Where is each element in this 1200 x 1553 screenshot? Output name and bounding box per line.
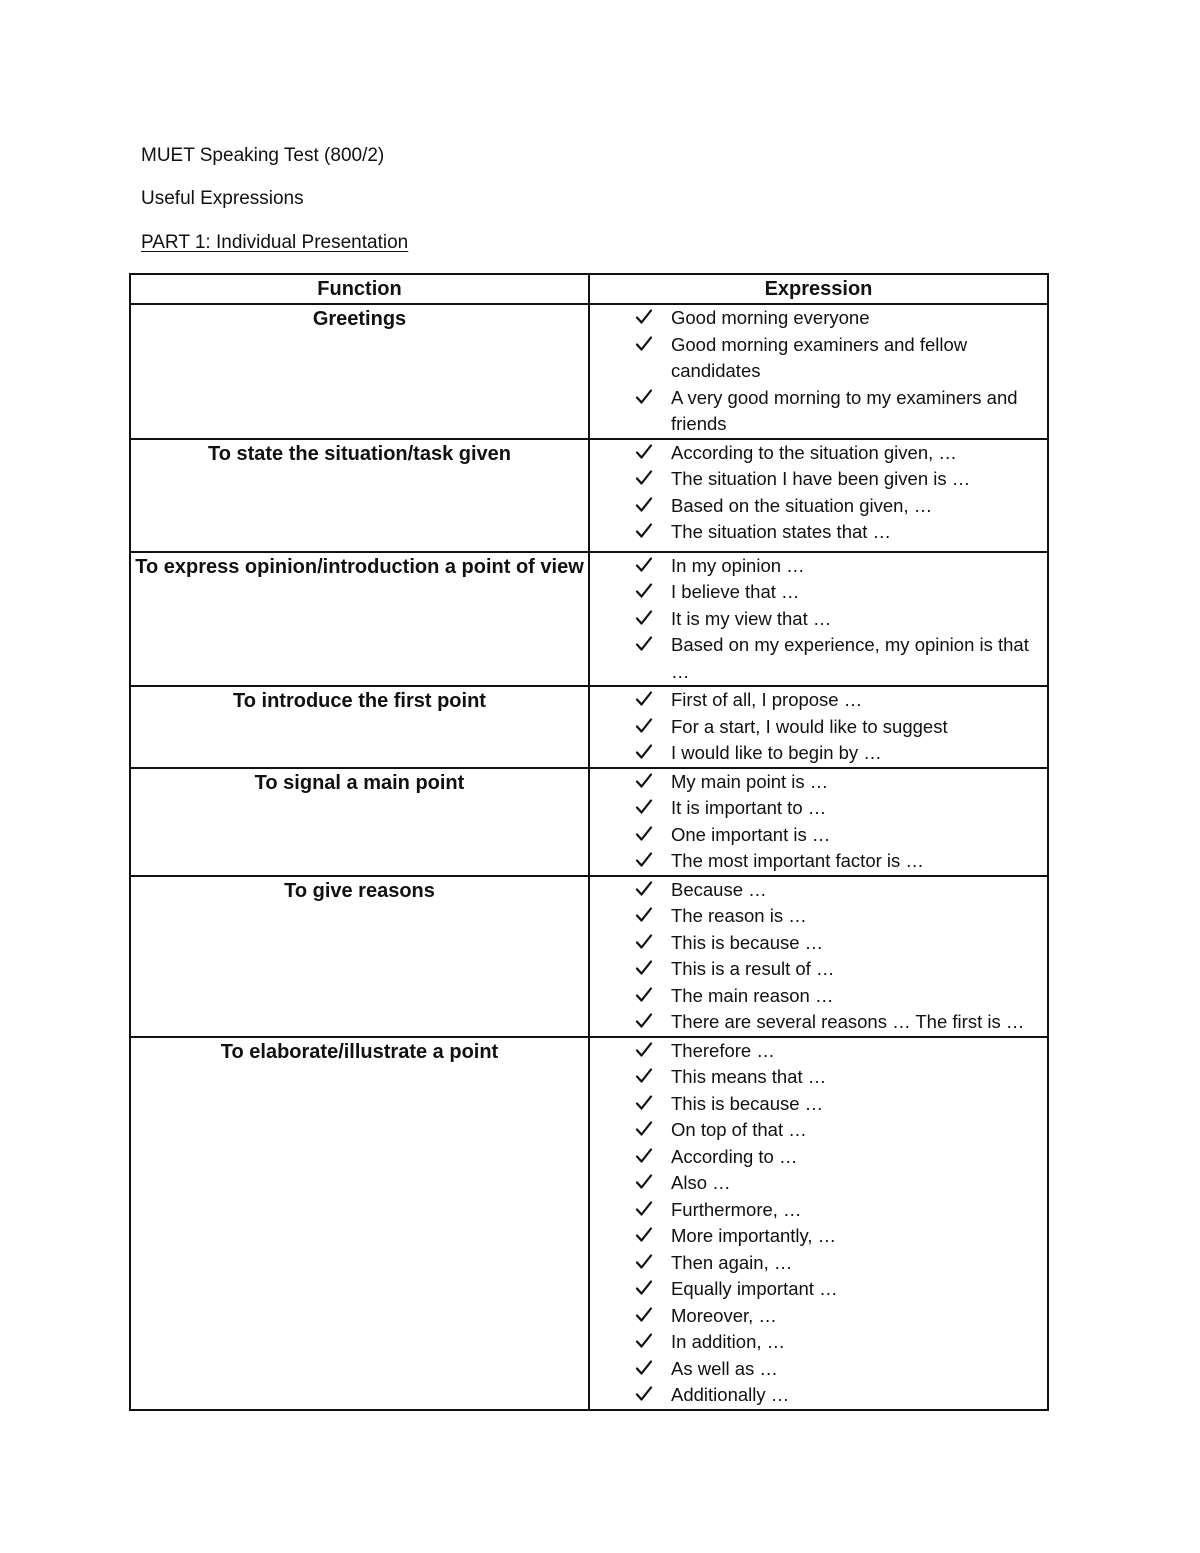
expression-text: Moreover, …: [671, 1304, 777, 1326]
table-row: [130, 1037, 1048, 1410]
expression-text: I believe that …: [671, 581, 800, 602]
expression-list: [590, 305, 1047, 438]
expression-item: [590, 740, 1047, 767]
checkmark-icon: [635, 798, 653, 816]
table-row: [130, 439, 1048, 552]
header-expression: Expression: [589, 274, 1048, 304]
table-row: [130, 304, 1048, 439]
expression-text: It is important to …: [671, 797, 827, 818]
expression-item: [590, 440, 1047, 467]
table-header-row: [130, 274, 1048, 304]
checkmark-icon: [635, 690, 653, 708]
expression-item: [590, 332, 1047, 385]
expression-text: One important is …: [671, 823, 831, 845]
expression-item: [590, 1276, 1047, 1303]
expression-item: [590, 822, 1047, 849]
expression-text: My main point is …: [671, 770, 829, 792]
checkmark-icon: [635, 825, 653, 843]
expression-item: [590, 493, 1047, 520]
checkmark-icon: [635, 1385, 653, 1403]
checkmark-icon: [635, 1041, 653, 1059]
checkmark-icon: [635, 635, 653, 653]
expression-item: [590, 1197, 1047, 1224]
expression-item: [590, 1064, 1047, 1091]
checkmark-icon: [635, 469, 653, 487]
checkmark-icon: [635, 880, 653, 898]
checkmark-icon: [635, 1279, 653, 1297]
checkmark-icon: [635, 1359, 653, 1377]
checkmark-icon: [635, 1120, 653, 1138]
checkmark-icon: [635, 388, 653, 406]
expression-cell: [589, 304, 1048, 439]
expression-item: [590, 714, 1047, 741]
expression-item: [590, 1382, 1047, 1409]
expression-list: [590, 769, 1047, 875]
function-cell: To elaborate/illustrate a point: [130, 1037, 589, 1410]
expression-text: According to the situation given, …: [671, 441, 957, 463]
expression-text: Then again, …: [671, 1251, 793, 1273]
expression-item: [590, 305, 1047, 332]
expression-text: Furthermore, …: [671, 1198, 802, 1220]
expression-text: For a start, I would like to suggest: [671, 715, 948, 737]
expression-item: [590, 579, 1047, 606]
expression-item: [590, 795, 1047, 822]
expression-text: Based on my experience, my opinion is that …: [671, 634, 1029, 682]
expression-text: Good morning examiners and fellow candidates: [671, 333, 968, 381]
expression-text: Therefore …: [671, 1039, 775, 1061]
expression-item: [590, 519, 1047, 546]
expression-text: It is my view that …: [671, 607, 832, 629]
checkmark-icon: [635, 1147, 653, 1165]
expression-item: [590, 769, 1047, 796]
expression-item: [590, 903, 1047, 930]
table-row: [130, 552, 1048, 687]
section-heading: PART 1: Individual Presentation: [141, 232, 409, 253]
expression-item: [590, 983, 1047, 1010]
checkmark-icon: [635, 1200, 653, 1218]
checkmark-icon: [635, 717, 653, 735]
expression-item: [590, 930, 1047, 957]
checkmark-icon: [635, 1173, 653, 1191]
expression-text: On top of that …: [671, 1119, 807, 1140]
expression-item: [590, 1329, 1047, 1356]
expression-item: [590, 466, 1047, 493]
expression-item: [590, 1250, 1047, 1277]
expression-list: [590, 553, 1047, 686]
checkmark-icon: [635, 906, 653, 924]
expression-cell: [589, 686, 1048, 768]
document-subtitle: Useful Expressions: [141, 188, 304, 209]
expression-item: [590, 877, 1047, 904]
expression-item: [590, 385, 1047, 438]
expression-item: [590, 1144, 1047, 1171]
expression-item: [590, 1038, 1047, 1065]
table-row: [130, 768, 1048, 876]
expression-cell: [589, 439, 1048, 552]
checkmark-icon: [635, 522, 653, 540]
checkmark-icon: [635, 772, 653, 790]
expression-text: In my opinion …: [671, 554, 805, 576]
checkmark-icon: [635, 933, 653, 951]
expression-text: Based on the situation given, …: [671, 494, 933, 516]
function-cell: To state the situation/task given: [130, 439, 589, 552]
checkmark-icon: [635, 1067, 653, 1085]
expression-text: The situation I have been given is …: [671, 468, 971, 489]
checkmark-icon: [635, 335, 653, 353]
table-body: [130, 304, 1048, 1410]
expression-text: This is because …: [671, 931, 824, 953]
expression-item: [590, 1356, 1047, 1383]
expression-text: Good morning everyone: [671, 307, 870, 328]
function-cell: To introduce the first point: [130, 686, 589, 768]
document-title: MUET Speaking Test (800/2): [141, 145, 385, 166]
expression-list: [590, 440, 1047, 546]
checkmark-icon: [635, 609, 653, 627]
checkmark-icon: [635, 959, 653, 977]
expression-item: [590, 1117, 1047, 1144]
checkmark-icon: [635, 1253, 653, 1271]
expression-text: Because …: [671, 878, 767, 900]
table-row: [130, 876, 1048, 1037]
checkmark-icon: [635, 1306, 653, 1324]
expression-text: There are several reasons … The first is …: [671, 1011, 1025, 1032]
expression-text: First of all, I propose …: [671, 689, 863, 710]
checkmark-icon: [635, 743, 653, 761]
checkmark-icon: [635, 851, 653, 869]
checkmark-icon: [635, 308, 653, 326]
expression-text: The main reason …: [671, 984, 834, 1006]
expression-item: [590, 848, 1047, 875]
function-cell: To express opinion/introduction a point of view: [130, 552, 589, 687]
expression-cell: [589, 876, 1048, 1037]
expression-item: [590, 1303, 1047, 1330]
expression-cell: [589, 1037, 1048, 1410]
expression-list: [590, 1038, 1047, 1409]
expression-item: [590, 1170, 1047, 1197]
expression-item: [590, 1223, 1047, 1250]
expression-text: This means that …: [671, 1066, 827, 1087]
expression-item: [590, 632, 1047, 685]
checkmark-icon: [635, 1012, 653, 1030]
expression-text: Equally important …: [671, 1278, 838, 1299]
expression-text: I would like to begin by …: [671, 742, 882, 763]
table-row: [130, 686, 1048, 768]
expression-text: In addition, …: [671, 1331, 786, 1352]
checkmark-icon: [635, 1332, 653, 1350]
expression-text: The situation states that …: [671, 521, 892, 542]
expression-cell: [589, 552, 1048, 687]
expression-list: [590, 877, 1047, 1036]
expression-item: [590, 553, 1047, 580]
expression-text: More importantly, …: [671, 1225, 837, 1246]
checkmark-icon: [635, 582, 653, 600]
function-cell: Greetings: [130, 304, 589, 439]
header-function: Function: [130, 274, 589, 304]
expression-cell: [589, 768, 1048, 876]
checkmark-icon: [635, 496, 653, 514]
expression-item: [590, 1091, 1047, 1118]
expression-text: The reason is …: [671, 905, 807, 926]
expression-text: This is a result of …: [671, 958, 835, 979]
expression-text: According to …: [671, 1145, 798, 1167]
checkmark-icon: [635, 1094, 653, 1112]
checkmark-icon: [635, 1226, 653, 1244]
function-cell: To give reasons: [130, 876, 589, 1037]
expression-text: Additionally …: [671, 1384, 790, 1405]
function-cell: To signal a main point: [130, 768, 589, 876]
expression-text: As well as …: [671, 1357, 778, 1379]
checkmark-icon: [635, 556, 653, 574]
expression-list: [590, 687, 1047, 767]
checkmark-icon: [635, 986, 653, 1004]
expression-item: [590, 687, 1047, 714]
expression-text: A very good morning to my examiners and friends: [671, 386, 1018, 434]
expression-text: This is because …: [671, 1092, 824, 1114]
expression-item: [590, 956, 1047, 983]
expression-item: [590, 606, 1047, 633]
expression-text: The most important factor is …: [671, 850, 924, 871]
expression-item: [590, 1009, 1047, 1036]
expression-text: Also …: [671, 1172, 731, 1193]
checkmark-icon: [635, 443, 653, 461]
expressions-table: [129, 273, 1049, 1411]
